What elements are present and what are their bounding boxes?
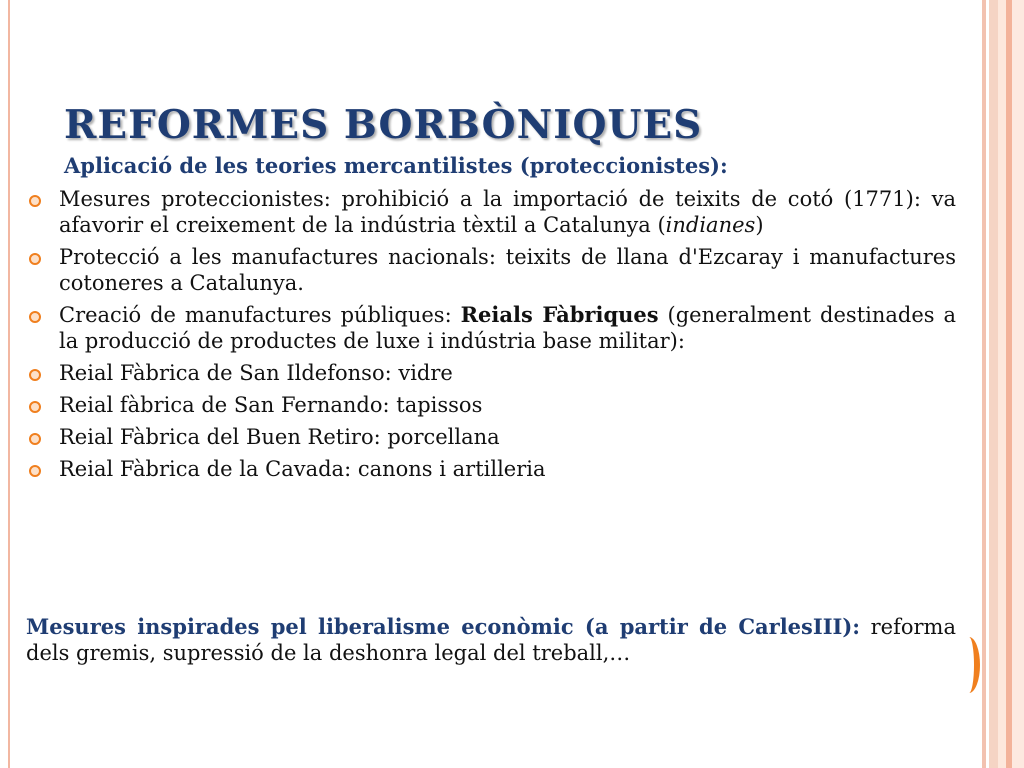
bullet-item-6 (26, 424, 956, 450)
bullet-text: Mesures proteccionistes: prohibició a la importació de teixits de cotó (1771): va afavorir el creixement de la indústria tèxtil a Catalunya ( (59, 187, 956, 237)
bullet-item-5 (26, 392, 956, 418)
closing-lead: Mesures inspirades pel liberalisme econòmic (a partir de CarlesIII): (26, 614, 861, 639)
bullet-text-end: ) (755, 213, 764, 237)
bullet-circle-icon (29, 433, 41, 445)
bullet-item-3 (26, 302, 956, 354)
bullet-text: Reial Fàbrica del Buen Retiro: porcellana (59, 425, 500, 449)
bullet-circle-icon (29, 253, 41, 265)
bullet-italic-term: indianes (665, 213, 756, 237)
bullet-list (26, 186, 956, 488)
slide-title: REFORMES BORBÒNIQUES (64, 102, 703, 148)
bullet-bold-term: Reials Fàbriques (460, 302, 659, 327)
bullet-text-end: (generalment destinades a la producció de productes de luxe i indústria base militar): (59, 303, 956, 353)
closing-paragraph (26, 614, 956, 666)
bullet-circle-icon (29, 311, 41, 323)
bullet-text: Reial Fàbrica de San Ildefonso: vidre (59, 361, 453, 385)
bullet-circle-icon (29, 195, 41, 207)
slide-subtitle: Aplicació de les teories mercantilistes (proteccionistes): (64, 153, 728, 178)
bullet-text: Reial Fàbrica de la Cavada: canons i artilleria (59, 457, 546, 481)
bullet-text: Protecció a les manufactures nacionals: teixits de llana d'Ezcaray i manufactures cotoneres a Catalunya. (59, 245, 956, 295)
bullet-circle-icon (29, 465, 41, 477)
orange-accent-arc (958, 637, 980, 693)
bullet-item-7 (26, 456, 956, 482)
bullet-item-4 (26, 360, 956, 386)
closing-text: reforma dels gremis, supressió de la deshonra legal del treball,… (26, 615, 956, 665)
bullet-circle-icon (29, 401, 41, 413)
bullet-text: Creació de manufactures públiques: (59, 303, 461, 327)
bullet-text: Reial fàbrica de San Fernando: tapissos (59, 393, 483, 417)
left-border-stripe (8, 0, 10, 768)
bullet-item-2 (26, 244, 956, 296)
right-decorative-bars (976, 0, 1024, 768)
bullet-circle-icon (29, 369, 41, 381)
bullet-item-1 (26, 186, 956, 238)
